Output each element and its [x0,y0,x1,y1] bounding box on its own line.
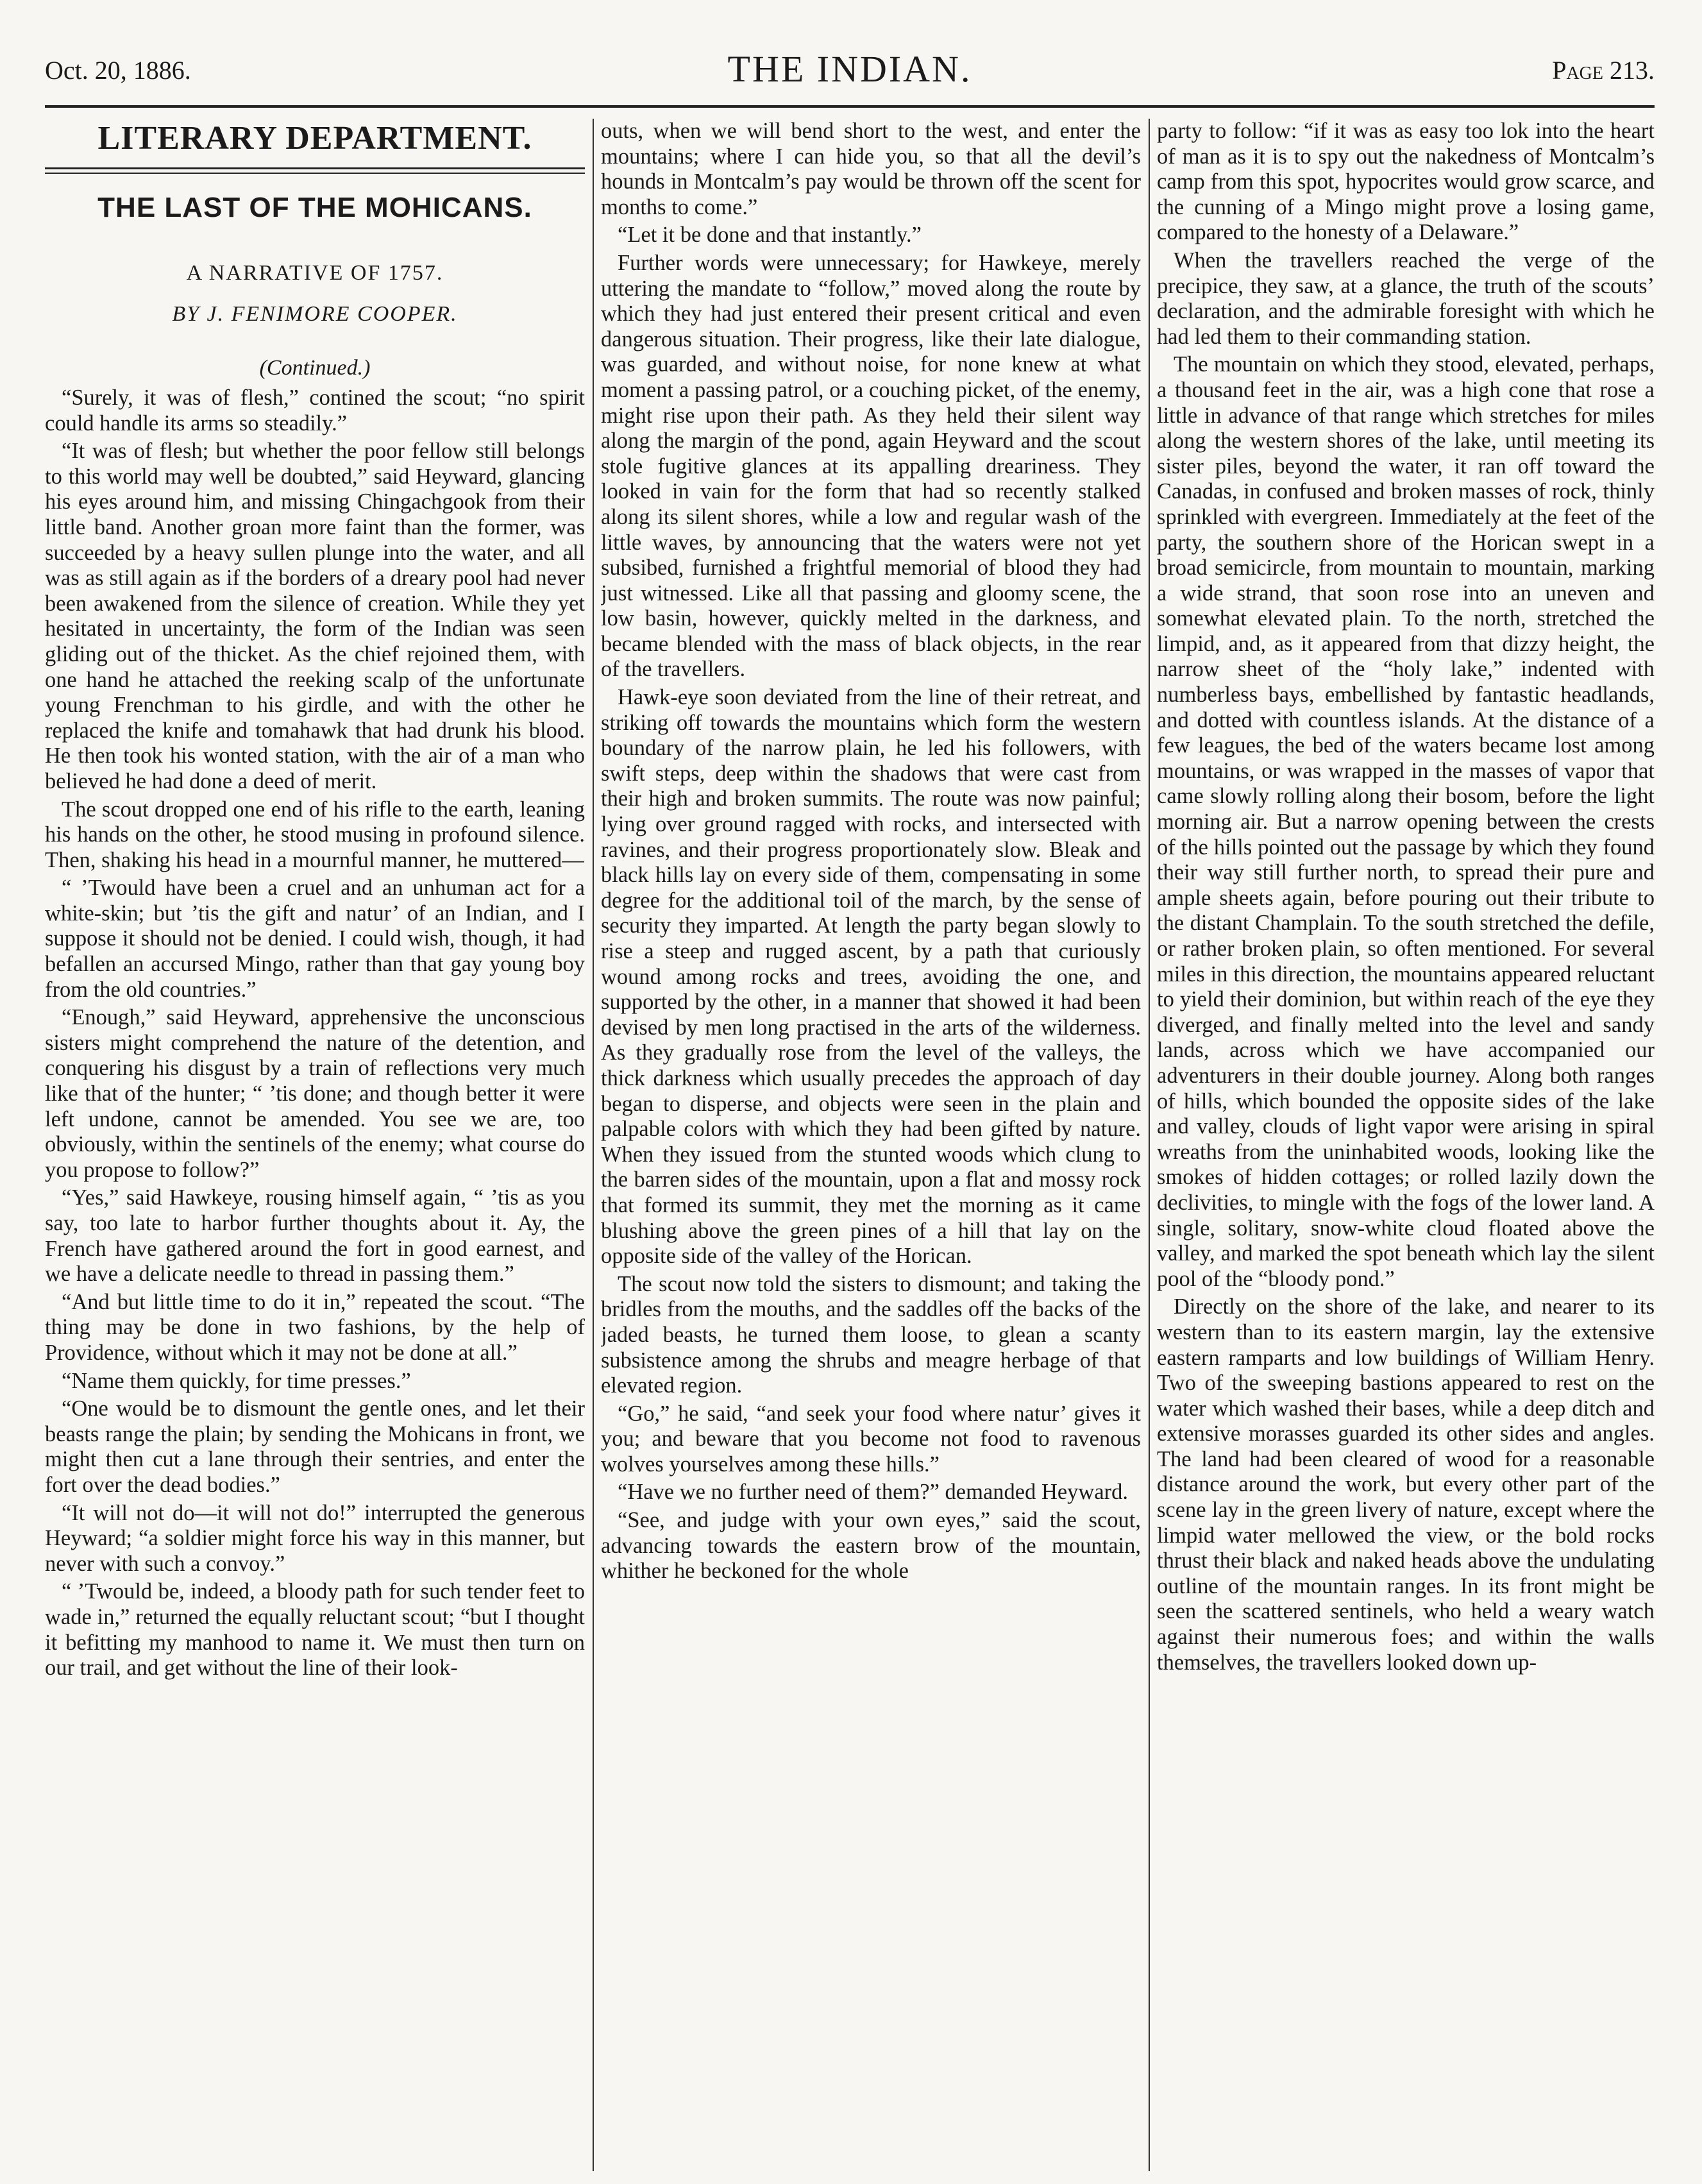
paragraph: “ ’Twould be, indeed, a bloody path for such tender feet to wade in,” returned the equally reluctant scout; “but I thought it befitting my manhood to name it. We must then turn on our trail, and get without the line of their look- [45,1579,585,1680]
column-divider [1149,119,1150,2171]
paragraph: “One would be to dismount the gentle ones, and let their beasts range the plain; by sending the Mohicans in front, we might then cut a lane through their sentries, and enter the fort over the dead bodies.” [45,1396,585,1497]
story-author: BY J. FENIMORE COOPER. [172,302,458,326]
paragraph: “And but little time to do it in,” repeated the scout. “The thing may be done in two fashions, by the help of Providence, without which it may not be done at all.” [45,1289,585,1365]
masthead-rule [45,105,1655,108]
paragraph: “Let it be done and that instantly.” [618,223,922,248]
heading-double-rule [45,167,585,174]
paragraph: The scout now told the sisters to dismount; and taking the bridles from the mouths, and the saddles off the backs of the jaded beasts, he turned them loose, to glean a scanty subsistence among the shrubs and meagre herbage of that elevated region. [601,1271,1141,1398]
issue-date: Oct. 20, 1886. [45,56,191,85]
department-heading: LITERARY DEPARTMENT. [97,120,532,157]
paragraph: outs, when we will bend short to the west, and enter the mountains; where I can hide you, so that all the devil’s hounds in Montcalm’s pay would be thrown off the scent for months to come.” [601,119,1141,219]
paragraph: The scout dropped one end of his rifle to the earth, leaning his hands on the other, he stood musing in profound silence. Then, shaking his head in a mournful manner, he muttered— [45,797,585,872]
paragraph: Hawk-eye soon deviated from the line of their retreat, and striking off towards the mountains which form the western boundary of the narrow plain, he led his followers, with swift steps, deep within the shadows that were cast from their high and broken summits. The route was now painful; lying over ground ragged with rocks, and intersected with ravines, and their progress proportionately slow. Bleak and black hills lay on every side of them, compensating in some degree for the additional toil of the march, by the sense of security they imparted. At length the party began slowly to rise a steep and rugged ascent, by a path that curiously wound among rocks and trees, avoiding the one, and supported by the other, in a manner that showed it had been devised by men long practised in the arts of the wilderness. As they gradually rose from the level of the valleys, the thick darkness which usually precedes the approach of day began to disperse, and objects were seen in the plain and palpable colors with which they had been gifted by nature. When they issued from the stunted woods which clung to the barren sides of the mountain, upon a flat and mossy rock that formed its summit, they met the morning as it came blushing above the green pines of a hill that lay on the opposite side of the valley of the Horican. [601,685,1141,1269]
paragraph: The mountain on which they stood, elevated, perhaps, a thousand feet in the air, was a high cone that rose a little in advance of that range which stretches for miles along the western shores of the lake, until meeting its sister piles, beyond the water, it ran off toward the Canadas, in confused and broken masses of rock, thinly sprinkled with evergreen. Immediately at the feet of the party, the southern shore of the Horican swept in a broad semicircle, from mountain to mountain, marking a wide strand, that soon rose into an uneven and somewhat elevated plain. To the north, stretched the limpid, and, as it appeared from that dizzy height, the narrow sheet of the “holy lake,” indented with numberless bays, embellished by fantastic headlands, and dotted with countless islands. At the distance of a few leagues, the bed of the waters became lost among mountains, or was wrapped in the masses of vapor that came slowly rolling along their bosom, before the light morning air. But a narrow opening between the crests of the hills pointed out the passage by which they found their way still further north, to spread their pure and ample sheets again, before pouring out their tribute to the distant Champlain. To the south stretched the defile, or rather broken plain, so often mentioned. For several miles in this direction, the mountains appeared reluctant to yield their dominion, but within reach of the eye they diverged, and finally melted into the level and sandy lands, across which we have accompanied our adventurers in their double journey. Along both ranges of hills, which bounded the opposite sides of the lake and valley, clouds of light vapor were arising in spiral wreaths from the uninhabited woods, looking like the smokes of hidden cottages; or rolled lazily down the declivities, to mingle with the fogs of the lower land. A single, solitary, snow-white cloud floated above the valley, and marked the spot beneath which lay the silent pool of the “bloody pond.” [1157,352,1655,1291]
paragraph: “It was of flesh; but whether the poor fellow still belongs to this world may well be doubted,” said Heyward, glancing his eyes around him, and missing Chingachgook from their little band. Another groan more faint than the former, was succeeded by a heavy sullen plunge into the water, and all was as still again as if the borders of a dreary pool had never been awakened from the silence of creation. While they yet hesitated in uncertainty, the form of the Indian was seen gliding out of the thicket. As the chief rejoined them, with one hand he attached the reeking scalp of the unfortunate young Frenchman to his girdle, and with the other he replaced the knife and tomahawk that had drunk his blood. He then took his wonted station, with the air of a man who believed he had done a deed of merit. [45,439,585,793]
paragraph: “Surely, it was of flesh,” contined the scout; “no spirit could handle its arms so steadily.” [45,385,585,436]
column-1 [45,119,585,2158]
story-subtitle: A NARRATIVE OF 1757. [186,261,444,285]
column-divider [593,119,594,2171]
paragraph: “Go,” he said, “and seek your food where natur’ gives it you; and beware that you become not food to ravenous wolves yourselves among these hills.” [601,1401,1141,1477]
paragraph: When the travellers reached the verge of the precipice, they saw, at a glance, the truth of the scouts’ declaration, and the admirable foresight with which he had led them to their commanding station. [1157,248,1655,349]
paragraph: “Name them quickly, for time presses.” [62,1368,411,1393]
newspaper-title: THE INDIAN. [727,48,972,90]
paragraph: party to follow: “if it was as easy too lok into the heart of man as it is to spy out the nakedness of Montcalm’s camp from this spot, hypocrites would grow scarce, and the cunning of a Mingo might prove a losing game, compared to the honesty of a Delaware.” [1157,119,1655,245]
continued-note: (Continued.) [259,356,371,380]
column-3 [1157,119,1655,2158]
paragraph: “It will not do—it will not do!” interrupted the generous Heyward; “a soldier might force his way in this manner, but never with such a convoy.” [45,1500,585,1576]
story-title: THE LAST OF THE MOHICANS. [97,192,532,223]
paragraph: Further words were unnecessary; for Hawkeye, merely uttering the mandate to “follow,” moved along the route by which they had just entered their present critical and even dangerous situation. Their progress, like their late dialogue, was guarded, and without noise, for none knew at what moment a passing patrol, or a couching picket, of the enemy, might rise upon their path. As they held their silent way along the margin of the pond, again Heyward and the scout stole fugitive glances at its appalling dreariness. They looked in vain for the form that had so recently stalked along its silent shores, while a low and regular wash of the little waves, by announcing that the waters were not yet subsibed, furnished a frightful memorial of blood they had just witnessed. Like all that passing and gloomy scene, the low basin, however, quickly melted in the darkness, and became blended with the mass of black objects, in the rear of the travellers. [601,250,1141,682]
paragraph: “See, and judge with your own eyes,” said the scout, advancing towards the eastern brow of the mountain, whither he beckoned for the whole [601,1508,1141,1584]
paragraph: “Enough,” said Heyward, apprehensive the unconscious sisters might comprehend the nature of the detention, and conquering his disgust by a train of reflections very much like that of the hunter; “ ’tis done; and though better it were left undone, cannot be amended. You see we are, too obviously, within the sentinels of the enemy; what course do you propose to follow?” [45,1005,585,1182]
page-number: Page 213. [1552,56,1655,85]
column-2 [601,119,1141,2158]
paragraph: “Yes,” said Hawkeye, rousing himself again, “ ’tis as you say, too late to harbor further thoughts about it. Ay, the French have gathered around the fort in good earnest, and we have a delicate needle to thread in passing them.” [45,1185,585,1287]
paragraph: “ ’Twould have been a cruel and an unhuman act for a white-skin; but ’tis the gift and natur’ of an Indian, and I suppose it should not be denied. I could wish, though, it had befallen an accursed Mingo, rather than that gay young boy from the old countries.” [45,876,585,1002]
paragraph: Directly on the shore of the lake, and nearer to its western than to its eastern margin, lay the extensive eastern ramparts and low buildings of William Henry. Two of the sweeping bastions appeared to rest on the water which washed their bases, while a deep ditch and extensive morasses guarded its other sides and angles. The land had been cleared of wood for a reasonable distance around the work, but every other part of the scene lay in the green livery of nature, except where the limpid water mellowed the view, or the bold rocks thrust their black and naked heads above the undulating outline of the mountain ranges. In its front might be seen the scattered sentinels, who held a weary watch against their numerous foes; and within the walls themselves, the travellers looked down up- [1157,1294,1655,1675]
masthead [45,45,1655,104]
paragraph: “Have we no further need of them?” demanded Heyward. [618,1480,1129,1505]
